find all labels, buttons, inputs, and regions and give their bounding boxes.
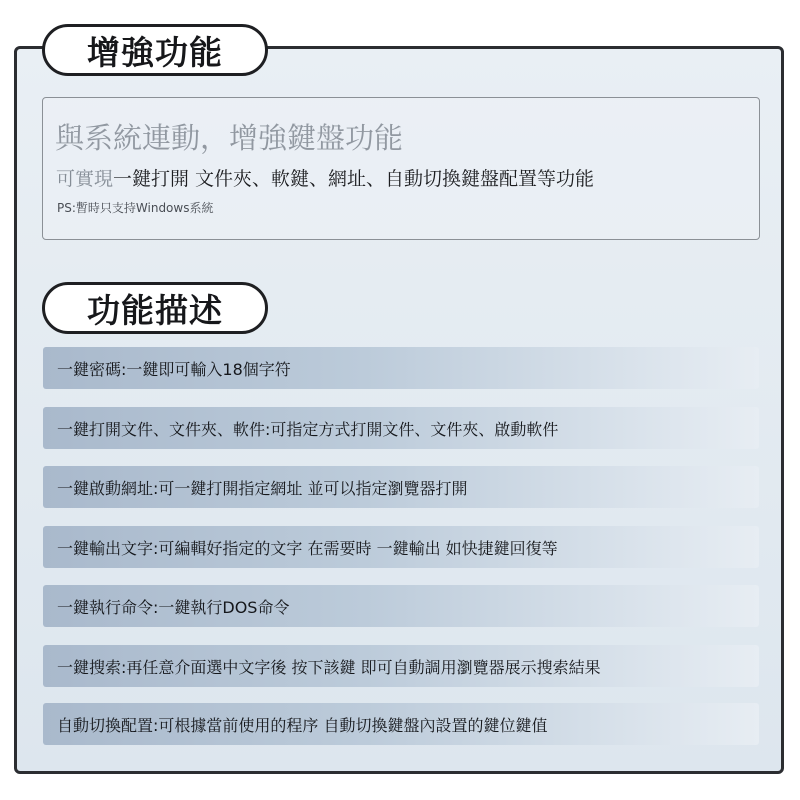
intro-box <box>42 97 760 240</box>
intro-note: PS:暫時只支持Windows系統 <box>57 201 214 215</box>
section-title-text: 增強功能 <box>87 32 223 72</box>
intro-subline-lead: 可實現 <box>56 168 114 190</box>
section-title-enhanced-features <box>42 24 268 76</box>
feature-text: 一鍵密碼:一鍵即可輸入18個字符 <box>57 359 291 379</box>
feature-text: 自動切換配置:可根據當前使用的程序 自動切換鍵盤內設置的鍵位鍵值 <box>57 715 548 735</box>
intro-subline <box>56 164 594 191</box>
section-title-feature-description <box>42 282 268 334</box>
intro-headline: 與系統連動，增強鍵盤功能 <box>55 121 404 155</box>
feature-text: 一鍵執行命令:一鍵執行DOS命令 <box>57 597 290 617</box>
feature-text: 一鍵搜索:再任意介面選中文字後 按下該鍵 即可自動調用瀏覽器展示搜索結果 <box>57 657 601 677</box>
intro-subline-rest: 一鍵打開 文件夾、軟鍵、網址、自動切換鍵盤配置等功能 <box>113 168 595 190</box>
feature-text: 一鍵啟動網址:可一鍵打開指定網址 並可以指定瀏覽器打開 <box>57 478 468 498</box>
feature-text: 一鍵打開文件、文件夾、軟件:可指定方式打開文件、文件夾、啟動軟件 <box>57 419 559 439</box>
feature-text: 一鍵輸出文字:可編輯好指定的文字 在需要時 一鍵輸出 如快捷鍵回復等 <box>57 538 558 558</box>
section-title-text: 功能描述 <box>87 290 223 330</box>
